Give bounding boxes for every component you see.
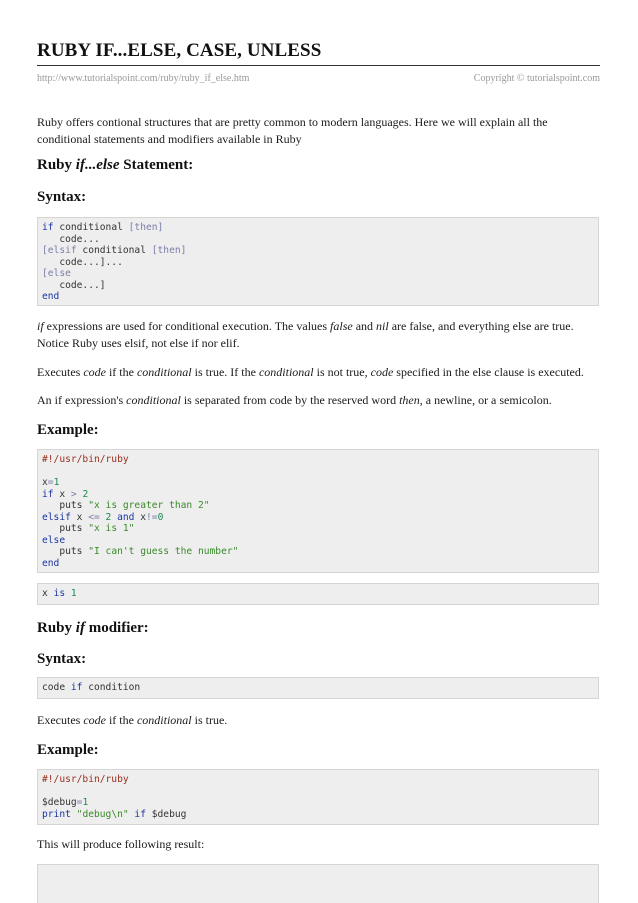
output-code-block: x is 1 <box>37 583 599 605</box>
syntax-heading-modifier: Syntax: <box>37 651 87 667</box>
modifier-syntax-code-block: code if condition <box>37 677 599 699</box>
page-title: RUBY IF...ELSE, CASE, UNLESS <box>37 40 322 61</box>
syntax-heading: Syntax: <box>37 189 87 205</box>
section-heading-if-else: Ruby if...else Statement: <box>37 157 194 173</box>
intro-paragraph: Ruby offers contional structures that are pretty common to modern languages. Here we will explain all the conditional statements and modifiers available in Ruby <box>37 115 548 146</box>
example-code-block: #!/usr/bin/ruby x=1 if x > 2 puts "x is greater than 2" elsif x <= 2 and x!=0 puts "x is 1" else puts "I can't guess the number" end <box>37 449 599 573</box>
modifier-example-code-block: #!/usr/bin/ruby $debug=1 print "debug\n" if $debug <box>37 769 599 825</box>
example-heading-modifier: Example: <box>37 742 99 758</box>
section-heading-if-modifier: Ruby if modifier: <box>37 620 149 636</box>
syntax-code-block: if conditional [then] code... [elsif conditional [then] code...]... [else code...] end <box>37 217 599 306</box>
if-description-paragraph: if expressions are used for conditional execution. The values false and nil are false, and everything else are true. Notice Ruby uses elsif, not else if nor elif. <box>37 319 574 350</box>
result-paragraph: This will produce following result: <box>37 837 205 851</box>
copyright-notice: Copyright © tutorialspoint.com <box>473 73 600 84</box>
result-code-block <box>37 864 599 903</box>
title-rule <box>37 65 600 66</box>
executes-paragraph: Executes code if the conditional is true. If the conditional is not true, code specified in the else clause is executed. <box>37 365 584 379</box>
modifier-executes-paragraph: Executes code if the conditional is true. <box>37 713 228 727</box>
separator-paragraph: An if expression's conditional is separated from code by the reserved word then, a newline, or a semicolon. <box>37 393 552 407</box>
source-url[interactable]: http://www.tutorialspoint.com/ruby/ruby_if_else.htm <box>37 73 250 84</box>
example-heading: Example: <box>37 422 99 438</box>
